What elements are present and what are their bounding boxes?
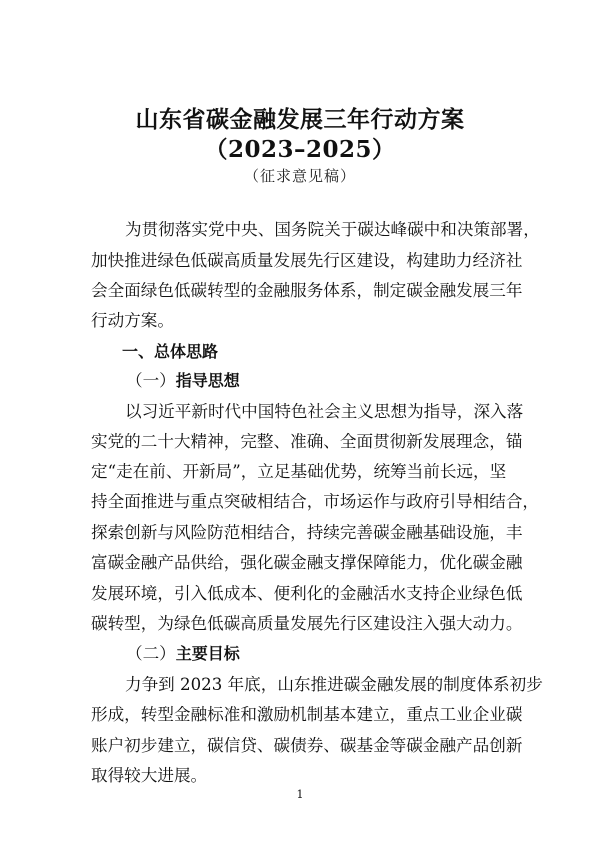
- text-line: 发展环境，引入低成本、便利化的金融活水支持企业绿色低: [91, 584, 523, 603]
- text-line: 探索创新与风险防范相结合，持续完善碳金融基础设施，丰: [91, 523, 523, 542]
- text-line: 碳转型，为绿色低碳高质量发展先行区建设注入强大动力。: [91, 614, 523, 633]
- text-line: 力争到 2023 年底，山东推进碳金融发展的制度体系初步: [125, 675, 543, 694]
- page-title-line-1: 山东省碳金融发展三年行动方案: [135, 106, 465, 133]
- subsection-number: （二）: [126, 644, 176, 663]
- text-line: 会全面绿色低碳转型的金融服务体系，制定碳金融发展三年: [91, 281, 523, 300]
- text-line: 形成，转型金融标准和激励机制基本建立，重点工业企业碳: [91, 705, 523, 724]
- subsection-heading: [126, 371, 240, 391]
- subsection-number: （一）: [126, 371, 176, 390]
- text-line: 富碳金融产品供给，强化碳金融支撑保障能力，优化碳金融: [91, 553, 523, 572]
- page-number: 1: [296, 788, 304, 801]
- page-title-line-2: （2023–2025）: [204, 136, 396, 163]
- text-line: 实党的二十大精神，完整、准确、全面贯彻新发展理念，锚: [91, 432, 523, 451]
- text-line: 账户初步建立，碳信贷、碳债券、碳基金等碳金融产品创新: [91, 736, 523, 755]
- subsection-heading: [126, 644, 240, 664]
- text-line: 行动方案。: [91, 311, 174, 330]
- text-line: 为贯彻落实党中央、国务院关于碳达峰碳中和决策部署，: [125, 220, 540, 239]
- text-line: 持全面推进与重点突破相结合，市场运作与政府引导相结合，: [91, 492, 540, 511]
- text-line: 取得较大进展。: [91, 766, 208, 785]
- section-heading: 一、总体思路: [122, 342, 219, 361]
- text-line: 以习近平新时代中国特色社会主义思想为指导，深入落: [125, 402, 524, 421]
- subsection-title: 主要目标: [175, 644, 240, 663]
- draft-subtitle: （征求意见稿）: [243, 167, 356, 185]
- subsection-title: 指导思想: [175, 371, 240, 390]
- text-line: 定“走在前、开新局”，立足基础优势，统筹当前长远，坚: [91, 462, 507, 481]
- text-line: 加快推进绿色低碳高质量发展先行区建设，构建助力经济社: [91, 251, 523, 270]
